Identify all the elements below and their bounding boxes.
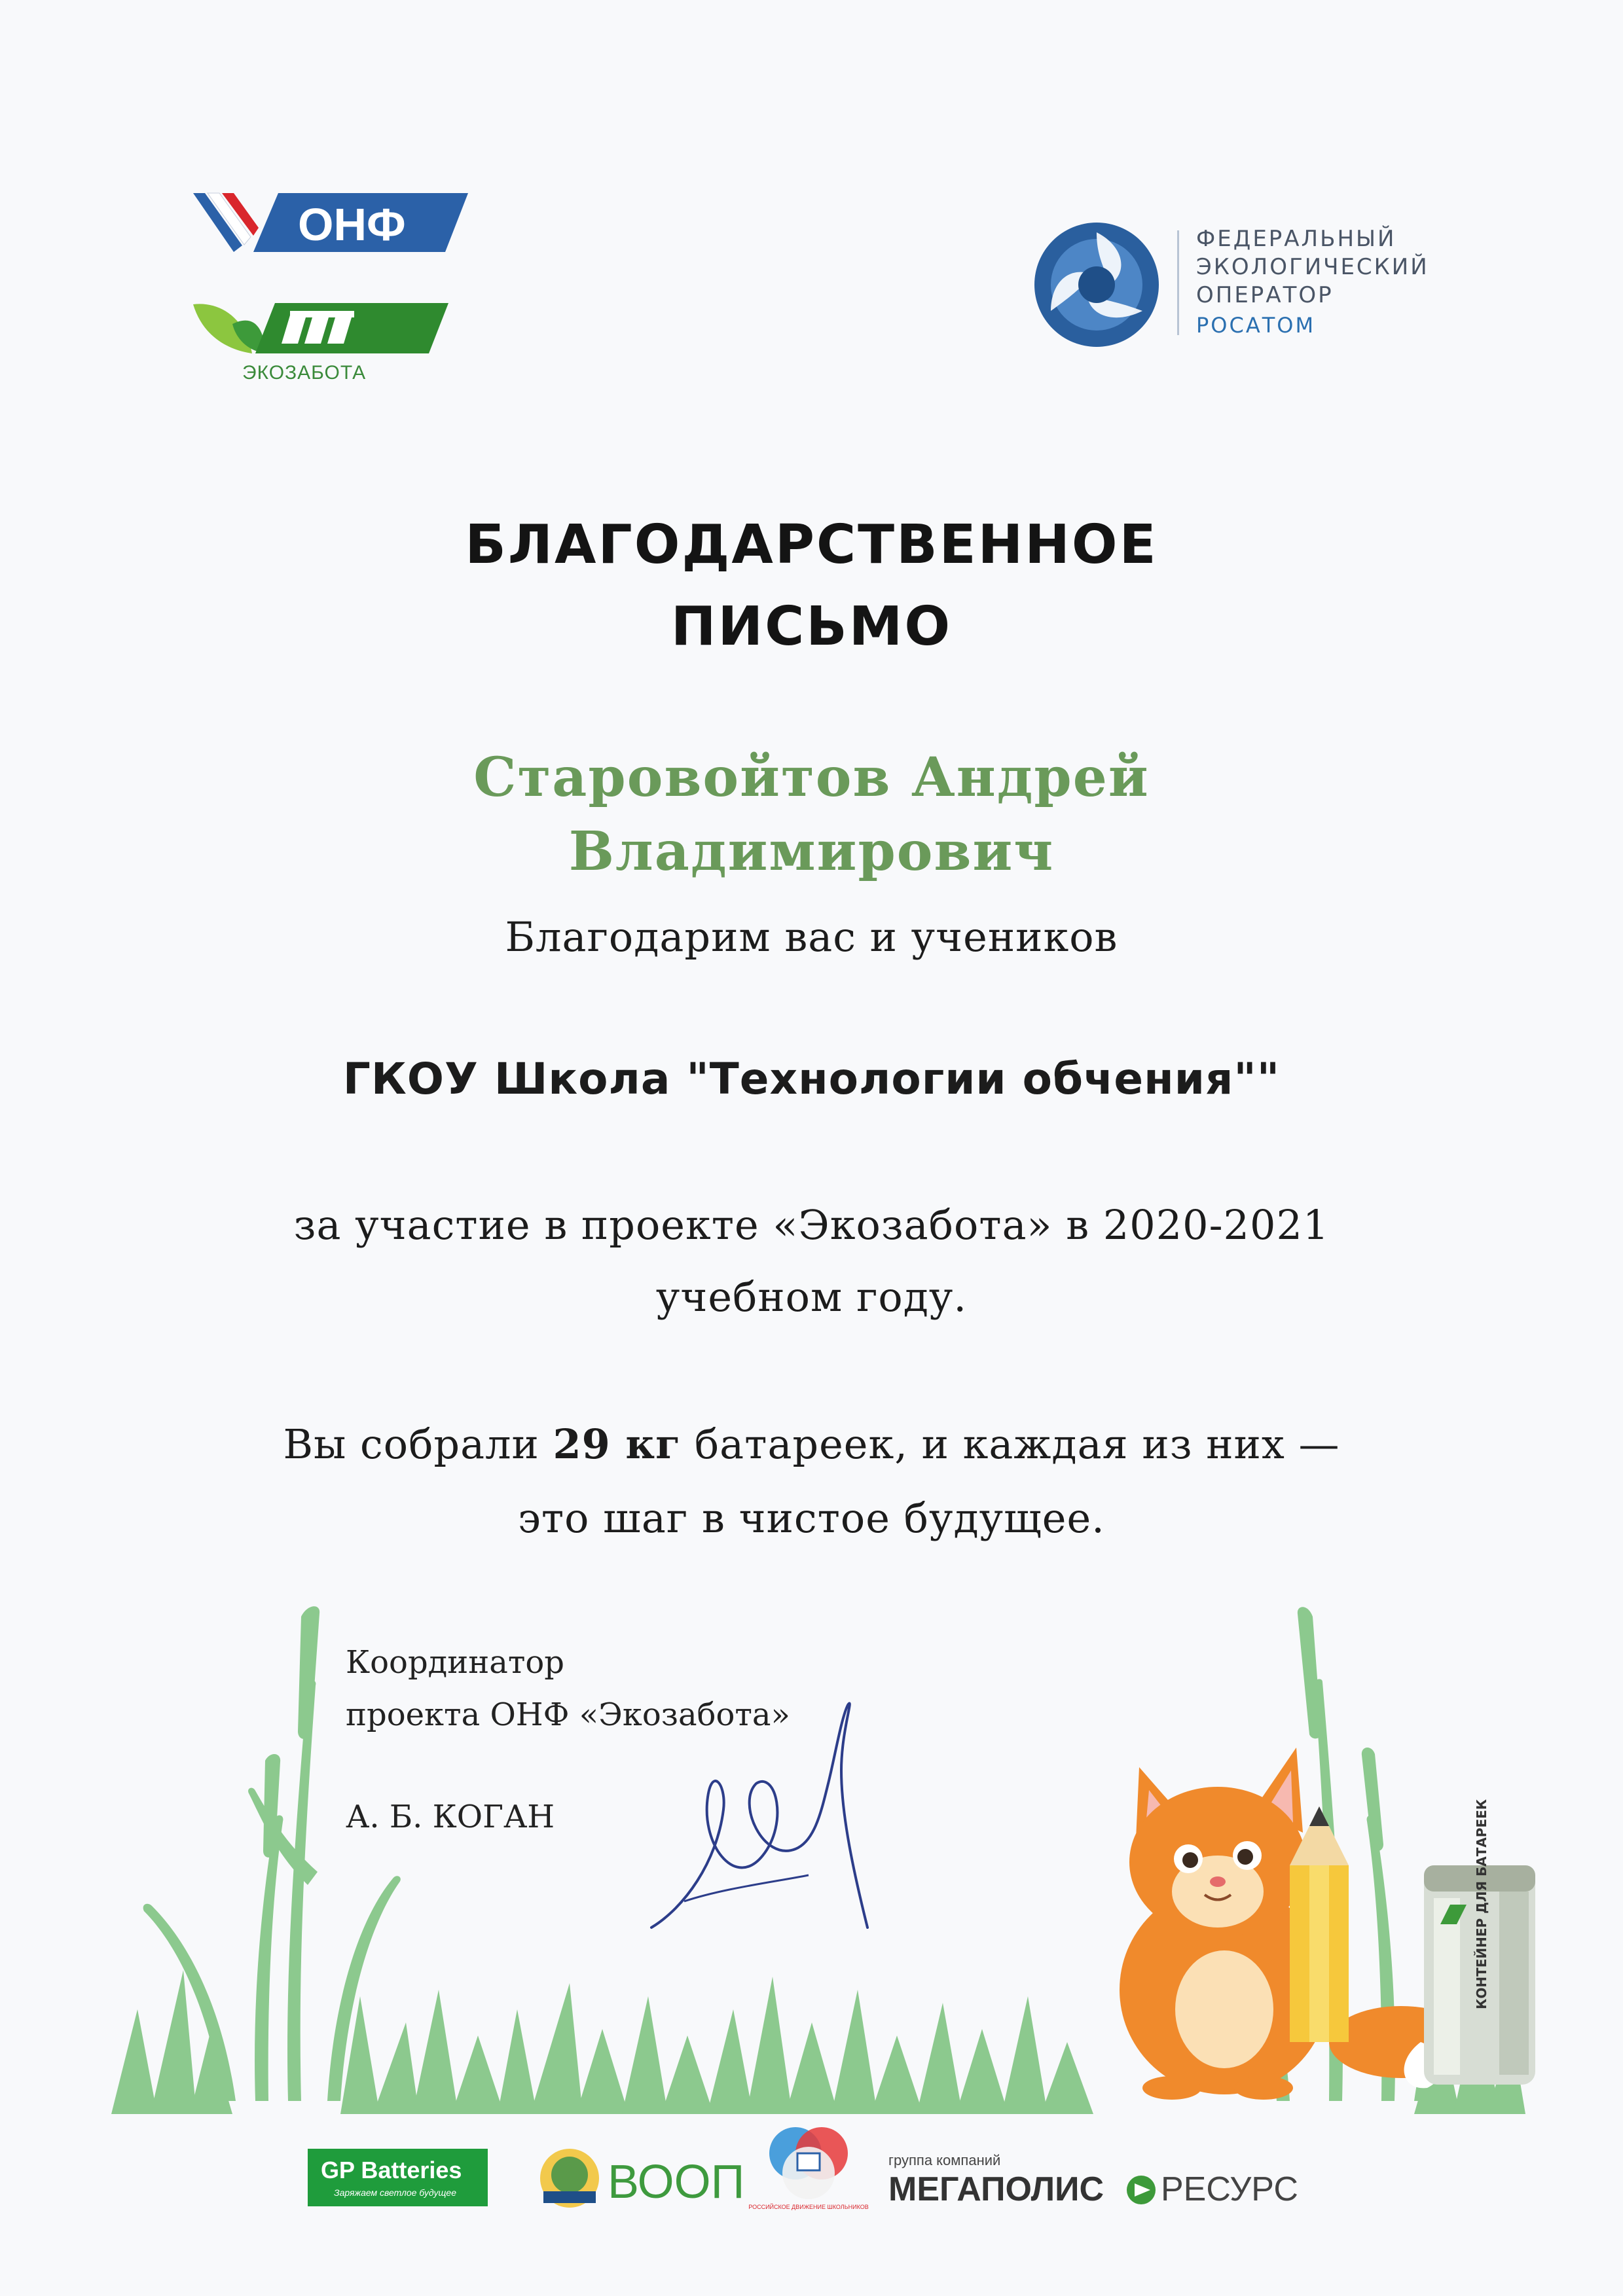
federal-operator-line-3: ОПЕРАТОР — [1196, 282, 1334, 308]
cat-illustration — [1074, 1734, 1453, 2101]
svg-text:РЕСУРС: РЕСУРС — [1161, 2170, 1298, 2208]
federal-operator-line-1: ФЕДЕРАЛЬНЫЙ — [1196, 226, 1396, 252]
signature — [645, 1692, 874, 1954]
federal-operator-line-2: ЭКОЛОГИЧЕСКИЙ — [1196, 254, 1429, 280]
ecozabota-logo-text: ЭКОЗАБОТА — [242, 362, 367, 384]
participation-line-1: за участие в проекте «Экозабота» в 2020-2021 — [293, 1201, 1330, 1249]
gp-batteries-logo — [308, 2149, 488, 2206]
voop-logo — [537, 2145, 745, 2211]
collected-amount: 29 кг — [553, 1420, 682, 1468]
header-divider — [1177, 230, 1179, 335]
collected-prefix: Вы собрали — [283, 1420, 553, 1468]
coordinator-title: Координатор — [346, 1644, 565, 1681]
pencil-illustration — [1290, 1806, 1349, 2042]
svg-text:РОССИЙСКОЕ ДВИЖЕНИЕ ШКОЛЬНИКОВ: РОССИЙСКОЕ ДВИЖЕНИЕ ШКОЛЬНИКОВ — [748, 2204, 869, 2210]
letter-title-line-1: БЛАГОДАРСТВЕННОЕ — [465, 514, 1158, 576]
rosatom-emblem — [1031, 219, 1162, 350]
coordinator-project: проекта ОНФ «Экозабота» — [346, 1696, 790, 1733]
collected-line-2: это шаг в чистое будущее. — [518, 1494, 1105, 1542]
federal-operator-line-4: РОСАТОМ — [1196, 313, 1316, 338]
megapolis-resurs-logo — [887, 2147, 1306, 2212]
coordinator-name: А. Б. КОГАН — [346, 1799, 555, 1835]
svg-text:ВООП: ВООП — [608, 2156, 745, 2208]
svg-text:Заряжаем светлое будущее: Заряжаем светлое будущее — [334, 2187, 456, 2198]
svg-text:МЕГАПОЛИС: МЕГАПОЛИС — [888, 2170, 1104, 2208]
letter-title-line-2: ПИСЬМО — [670, 596, 953, 658]
collected-line-1 — [0, 1420, 1623, 1468]
svg-text:КОНТЕЙНЕР ДЛЯ БАТАРЕЕК: КОНТЕЙНЕР ДЛЯ БАТАРЕЕК — [1474, 1799, 1489, 2009]
svg-text:GP Batteries: GP Batteries — [321, 2157, 462, 2183]
participation-line-2: учебном году. — [655, 1273, 968, 1321]
battery-container-illustration — [1421, 1799, 1539, 2088]
collected-suffix: батареек, и каждая из них — — [681, 1420, 1340, 1468]
rds-logo — [748, 2117, 869, 2222]
onf-logo — [193, 190, 468, 255]
thanks-text: Благодарим вас и учеников — [505, 913, 1118, 961]
recipient-name-line-2: Владимирович — [568, 820, 1055, 883]
svg-text:ОНФ: ОНФ — [298, 199, 406, 250]
school-name: ГКОУ Школа "Технологии обчения"" — [342, 1054, 1281, 1104]
svg-text:группа компаний: группа компаний — [888, 2152, 1001, 2168]
recipient-name-line-1: Старовойтов Андрей — [473, 746, 1150, 809]
